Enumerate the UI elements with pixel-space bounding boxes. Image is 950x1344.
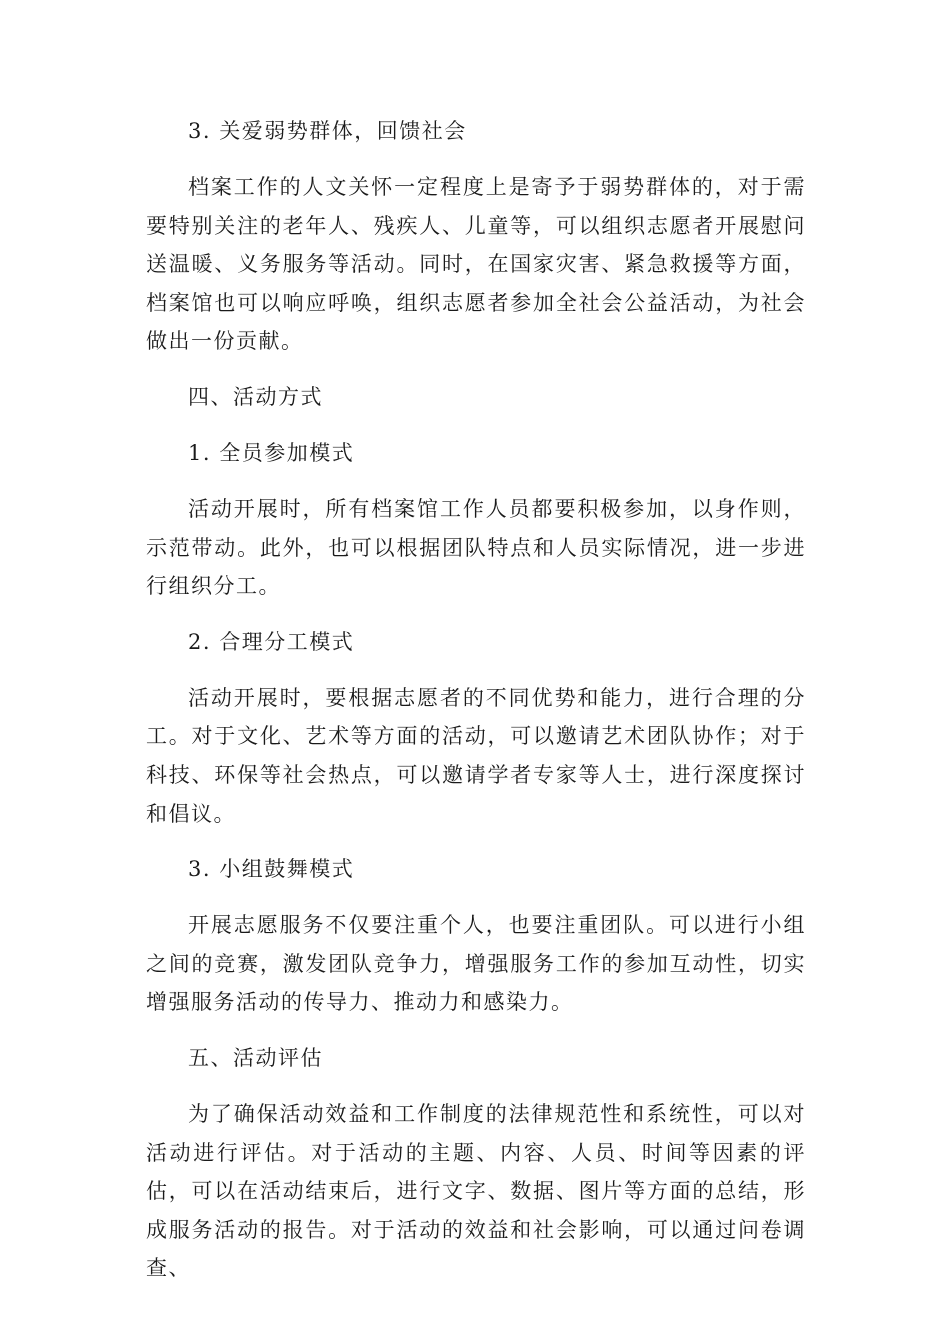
- paragraph-full-participation: 活动开展时，所有档案馆工作人员都要积极参加，以身作则，示范带动。此外，也可以根据团队特点和人员实际情况，进一步进行组织分工。: [146, 496, 806, 599]
- section-heading-activity-methods: 四、活动方式: [188, 384, 323, 409]
- paragraph-care-vulnerable: 档案工作的人文关怀一定程度上是寄予于弱势群体的，对于需要特别关注的老年人、残疾人、儿童等，可以组织志愿者开展慰问送温暖、义务服务等活动。同时，在国家灾害、紧急救援等方面，档案馆也可以响应呼唤，组织志愿者参加全社会公益活动，为社会做出一份贡献。: [146, 175, 806, 354]
- document-body: [146, 112, 806, 1288]
- paragraph-division-of-labor: 活动开展时，要根据志愿者的不同优势和能力，进行合理的分工。对于文化、艺术等方面的活动，可以邀请艺术团队协作；对于科技、环保等社会热点，可以邀请学者专家等人士，进行深度探讨和倡议。: [146, 685, 806, 826]
- paragraph-activity-evaluation: 为了确保活动效益和工作制度的法律规范性和系统性，可以对活动进行评估。对于活动的主题、内容、人员、时间等因素的评估，可以在活动结束后，进行文字、数据、图片等方面的总结，形成服务活动的报告。对于活动的效益和社会影响，可以通过问卷调查、: [146, 1101, 806, 1281]
- section-heading-care-vulnerable: 3. 关爱弱势群体，回馈社会: [188, 119, 467, 143]
- subheading-division-of-labor: 2. 合理分工模式: [188, 629, 355, 654]
- section-heading-activity-evaluation: 五、活动评估: [188, 1045, 323, 1070]
- paragraph-group-encouragement: 开展志愿服务不仅要注重个人，也要注重团队。可以进行小组之间的竞赛，激发团队竞争力，增强服务工作的参加互动性，切实增强服务活动的传导力、推动力和感染力。: [146, 913, 806, 1015]
- subheading-group-encouragement: 3. 小组鼓舞模式: [188, 857, 355, 882]
- subheading-full-participation: 1. 全员参加模式: [188, 440, 355, 465]
